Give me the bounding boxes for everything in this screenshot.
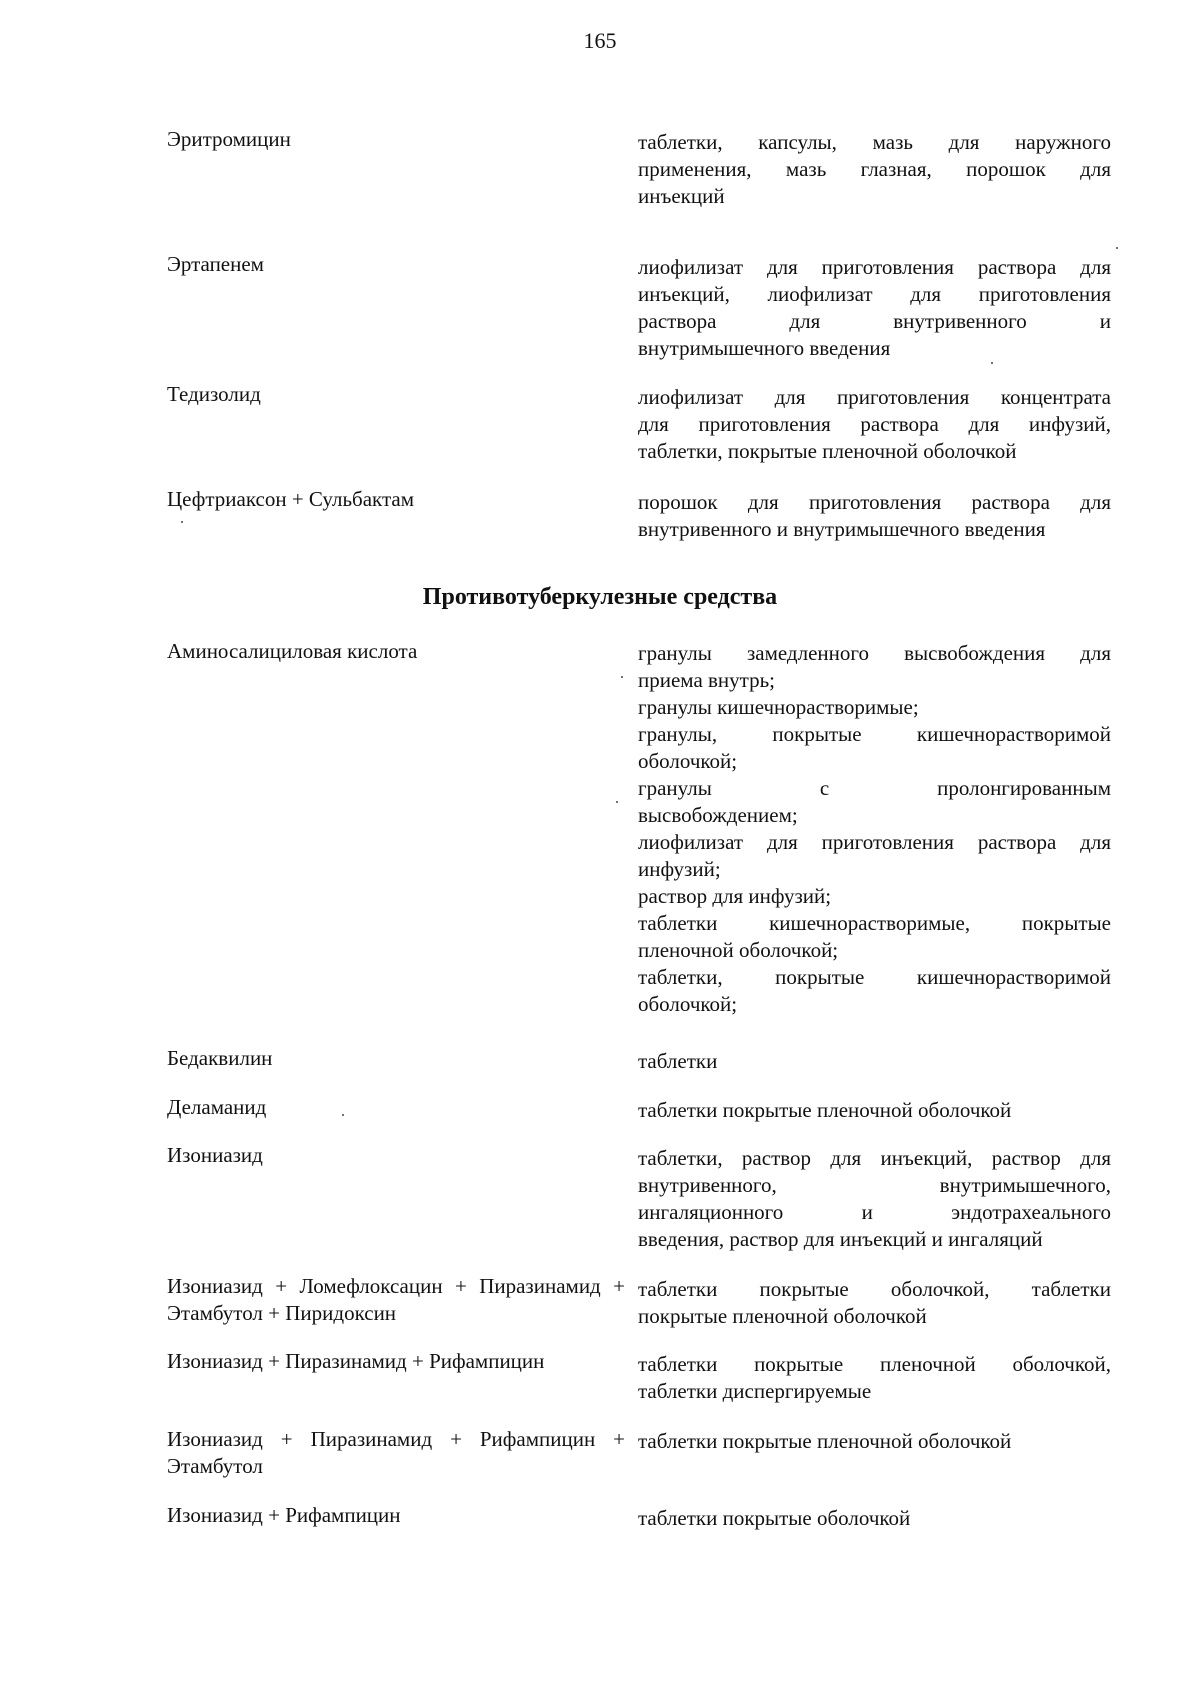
dosage-form (638, 1276, 1111, 1330)
scan-speck (621, 676, 623, 678)
form-line: таблетки, покрытые кишечнорастворимой (638, 965, 1111, 989)
dosage-form (638, 254, 1111, 362)
form-line: таблетки покрытые пленочной оболочкой (638, 1098, 1012, 1122)
form-line: таблетки кишечнорастворимые, покрытые (638, 911, 1111, 935)
form-line: внутривенного, внутримышечного, (638, 1173, 1111, 1197)
form-line: лиофилизат для приготовления концентрата (638, 385, 1111, 409)
form-line: гранулы замедленного высвобождения для (638, 641, 1111, 665)
scan-speck (181, 521, 183, 523)
dosage-form (638, 1505, 1111, 1532)
dosage-form (638, 489, 1111, 543)
form-line: гранулы кишечнорастворимые; (638, 695, 919, 719)
scan-speck (1116, 247, 1118, 249)
drug-name: Эртапенем (167, 252, 264, 276)
drug-name: Деламанид (167, 1095, 267, 1119)
form-line: введения, раствор для инъекций и ингаляций (638, 1227, 1043, 1251)
form-line: внутривенного и внутримышечного введения (638, 517, 1046, 541)
form-line: приема внутрь; (638, 668, 776, 692)
drug-name: Аминосалициловая кислота (167, 639, 418, 663)
scan-speck (991, 362, 993, 364)
form-line: инъекций (638, 184, 725, 208)
form-line: гранулы с пролонгированным (638, 776, 1111, 800)
form-line: ингаляционного и эндотрахеального (638, 1200, 1111, 1224)
form-line: гранулы, покрытые кишечнорастворимой (638, 722, 1111, 746)
drug-name: Эритромицин (167, 127, 291, 151)
form-line: таблетки покрытые оболочкой (638, 1506, 911, 1530)
drug-name: Изониазид + Пиразинамид + Рифампицин (167, 1349, 545, 1373)
form-line: лиофилизат для приготовления раствора для (638, 255, 1111, 279)
form-line: таблетки диспергируемые (638, 1379, 872, 1403)
form-line: оболочкой; (638, 992, 738, 1016)
form-line: порошок для приготовления раствора для (638, 490, 1111, 514)
drug-name: Изониазид + Пиразинамид + Рифампицин + Этамбутол (167, 1427, 625, 1478)
scan-speck (342, 1114, 344, 1116)
drug-name: Цефтриаксон + Сульбактам (167, 487, 415, 511)
form-line: таблетки, покрытые пленочной оболочкой (638, 439, 1017, 463)
form-line: таблетки покрытые пленочной оболочкой, (638, 1352, 1111, 1376)
dosage-form (638, 640, 1111, 1018)
form-line: таблетки, капсулы, мазь для наружного (638, 130, 1111, 154)
dosage-form (638, 1097, 1111, 1124)
form-line: таблетки покрытые пленочной оболочкой (638, 1429, 1012, 1453)
form-line: таблетки, раствор для инъекций, раствор для (638, 1146, 1111, 1170)
form-line: раствор для инфузий; (638, 884, 832, 908)
form-line: лиофилизат для приготовления раствора для (638, 830, 1111, 854)
section-heading: Противотуберкулезные средства (422, 584, 778, 610)
form-line: таблетки покрытые оболочкой, таблетки (638, 1277, 1111, 1301)
form-line: применения, мазь глазная, порошок для (638, 157, 1111, 181)
form-line: для приготовления раствора для инфузий, (638, 412, 1111, 436)
form-line: инфузий; (638, 857, 721, 881)
drug-name: Изониазид (167, 1143, 263, 1167)
dosage-form (638, 1428, 1111, 1455)
form-line: внутримышечного введения (638, 336, 891, 360)
form-line: раствора для внутривенного и (638, 309, 1111, 333)
drug-name: Тедизолид (167, 382, 261, 406)
dosage-form (638, 384, 1111, 465)
scan-speck (616, 801, 618, 803)
form-line: таблетки (638, 1049, 718, 1073)
dosage-form (638, 1048, 1111, 1075)
drug-name: Бедаквилин (167, 1046, 273, 1070)
dosage-form (638, 1145, 1111, 1253)
form-line: пленочной оболочкой; (638, 938, 839, 962)
form-line: оболочкой; (638, 749, 738, 773)
drug-name: Изониазид + Ломефлоксацин + Пиразинамид + Этамбутол + Пиридоксин (167, 1274, 625, 1325)
drug-name: Изониазид + Рифампицин (167, 1503, 401, 1527)
dosage-form (638, 1351, 1111, 1405)
page-number: 165 (583, 28, 617, 53)
form-line: высвобождением; (638, 803, 798, 827)
dosage-form (638, 129, 1111, 210)
form-line: инъекций, лиофилизат для приготовления (638, 282, 1111, 306)
form-line: покрытые пленочной оболочкой (638, 1304, 927, 1328)
